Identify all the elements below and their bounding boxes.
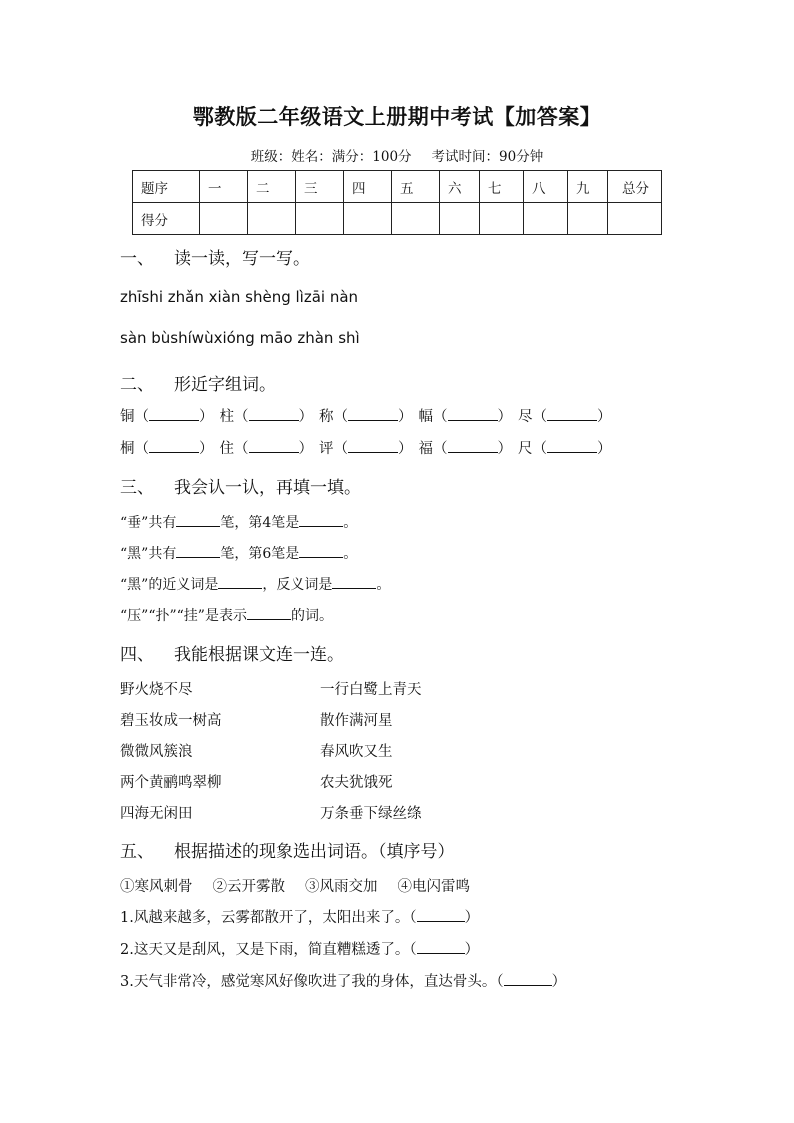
option-item: ③风雨交加 bbox=[305, 879, 378, 895]
char: 桐 bbox=[120, 441, 135, 457]
answer-blank[interactable] bbox=[504, 973, 552, 986]
word-group: 桐（ ） bbox=[120, 441, 214, 457]
section-number: 三、 bbox=[120, 478, 154, 498]
match-left-item[interactable]: 四海无闲田 bbox=[120, 806, 193, 822]
word-group: 评（ ） bbox=[319, 441, 413, 457]
section-number: 一、 bbox=[120, 249, 154, 269]
answer-blank[interactable] bbox=[547, 408, 597, 421]
score-table-score-row bbox=[133, 203, 662, 235]
word-group: 住（ ） bbox=[219, 441, 313, 457]
match-right-item[interactable]: 春风吹又生 bbox=[320, 744, 393, 760]
exam-info bbox=[0, 145, 794, 165]
answer-blank[interactable] bbox=[247, 607, 291, 620]
score-header-cell: 九 bbox=[568, 171, 608, 203]
answer-blank[interactable] bbox=[149, 440, 199, 453]
section-2-heading bbox=[120, 370, 276, 395]
score-row-label: 得分 bbox=[133, 203, 200, 235]
match-left-item[interactable]: 两个黄鹂鸣翠柳 bbox=[120, 775, 222, 791]
match-right-item[interactable]: 一行白鹭上青天 bbox=[320, 682, 422, 698]
section-3-heading bbox=[120, 473, 361, 498]
question-line: 2.这天又是刮风，又是下雨，简直糟糕透了。（ ） bbox=[120, 942, 480, 958]
score-header-cell: 八 bbox=[524, 171, 568, 203]
match-left-item[interactable]: 野火烧不尽 bbox=[120, 682, 193, 698]
answer-blank[interactable] bbox=[448, 440, 498, 453]
fill-line: “垂”共有 笔，第4笔是 。 bbox=[120, 515, 358, 531]
word-group: 柱（ ） bbox=[219, 409, 313, 425]
char: 福 bbox=[418, 441, 433, 457]
pinyin-line-2: sàn bùshíwùxióng māo zhàn shì bbox=[120, 329, 360, 347]
section-title: 我会认一认，再填一填。 bbox=[174, 478, 361, 498]
answer-blank[interactable] bbox=[332, 576, 376, 589]
answer-blank[interactable] bbox=[417, 909, 465, 922]
section-number: 二、 bbox=[120, 375, 154, 395]
section-5-heading bbox=[120, 837, 455, 862]
char: 称 bbox=[319, 409, 334, 425]
score-cell bbox=[608, 203, 662, 235]
exam-time: 考试时间：90分钟 bbox=[431, 149, 544, 165]
answer-blank[interactable] bbox=[448, 408, 498, 421]
fill-line: “黑”的近义词是 ，反义词是 。 bbox=[120, 577, 391, 593]
match-left-item[interactable]: 碧玉妆成一树高 bbox=[120, 713, 222, 729]
score-cell bbox=[524, 203, 568, 235]
score-header-cell: 七 bbox=[480, 171, 524, 203]
answer-blank[interactable] bbox=[348, 408, 398, 421]
section-title: 读一读，写一写。 bbox=[174, 249, 310, 269]
section-1-heading bbox=[120, 244, 310, 269]
option-list bbox=[120, 875, 490, 896]
pinyin-line-1: zhīshi zhǎn xiàn shèng lìzāi nàn bbox=[120, 288, 359, 306]
score-cell bbox=[344, 203, 392, 235]
section-title: 我能根据课文连一连。 bbox=[174, 645, 344, 665]
section-number: 四、 bbox=[120, 645, 154, 665]
answer-blank[interactable] bbox=[547, 440, 597, 453]
exam-info-fields: 班级：姓名：满分：100分 bbox=[250, 149, 412, 165]
score-cell bbox=[248, 203, 296, 235]
score-header-cell: 总分 bbox=[608, 171, 662, 203]
fill-line: “黑”共有 笔，第6笔是 。 bbox=[120, 546, 358, 562]
section-title: 根据描述的现象选出词语。（填序号） bbox=[174, 842, 455, 862]
answer-blank[interactable] bbox=[299, 545, 343, 558]
score-cell bbox=[480, 203, 524, 235]
option-item: ④电闪雷鸣 bbox=[397, 879, 470, 895]
page-title: 鄂教版二年级语文上册期中考试【加答案】 bbox=[192, 104, 602, 129]
match-right-item[interactable]: 万条垂下绿丝绦 bbox=[320, 806, 422, 822]
answer-blank[interactable] bbox=[176, 514, 220, 527]
answer-blank[interactable] bbox=[348, 440, 398, 453]
answer-blank[interactable] bbox=[249, 440, 299, 453]
score-table-header-row bbox=[133, 171, 662, 203]
word-group: 尺（ ） bbox=[518, 441, 612, 457]
score-cell bbox=[440, 203, 480, 235]
match-left-item[interactable]: 微微风簇浪 bbox=[120, 744, 193, 760]
score-cell bbox=[200, 203, 248, 235]
match-right-item[interactable]: 散作满河星 bbox=[320, 713, 393, 729]
score-cell bbox=[568, 203, 608, 235]
word-group: 铜（ ） bbox=[120, 409, 214, 425]
score-table bbox=[132, 170, 662, 235]
score-header-cell: 四 bbox=[344, 171, 392, 203]
similar-chars-row-2 bbox=[120, 437, 618, 458]
score-header-cell: 二 bbox=[248, 171, 296, 203]
fill-line: “压”“扑”“挂”是表示 的词。 bbox=[120, 608, 333, 624]
word-group: 幅（ ） bbox=[418, 409, 512, 425]
score-header-cell: 一 bbox=[200, 171, 248, 203]
char: 尽 bbox=[518, 409, 533, 425]
char: 住 bbox=[219, 441, 234, 457]
answer-blank[interactable] bbox=[249, 408, 299, 421]
char: 评 bbox=[319, 441, 334, 457]
section-title: 形近字组词。 bbox=[174, 375, 276, 395]
char: 铜 bbox=[120, 409, 135, 425]
score-header-cell: 五 bbox=[392, 171, 440, 203]
score-header-cell: 三 bbox=[296, 171, 344, 203]
question-line: 1.风越来越多，云雾都散开了，太阳出来了。（ ） bbox=[120, 910, 480, 926]
answer-blank[interactable] bbox=[218, 576, 262, 589]
similar-chars-row-1 bbox=[120, 405, 618, 426]
score-cell bbox=[392, 203, 440, 235]
word-group: 福（ ） bbox=[418, 441, 512, 457]
word-group: 称（ ） bbox=[319, 409, 413, 425]
char: 幅 bbox=[418, 409, 433, 425]
answer-blank[interactable] bbox=[149, 408, 199, 421]
word-group: 尽（ ） bbox=[518, 409, 612, 425]
answer-blank[interactable] bbox=[417, 941, 465, 954]
char: 尺 bbox=[518, 441, 533, 457]
section-number: 五、 bbox=[120, 842, 154, 862]
match-right-item[interactable]: 农夫犹饿死 bbox=[320, 775, 393, 791]
option-item: ②云开雾散 bbox=[212, 879, 285, 895]
answer-blank[interactable] bbox=[176, 545, 220, 558]
option-item: ①寒风刺骨 bbox=[120, 879, 193, 895]
score-header-cell: 题序 bbox=[133, 171, 200, 203]
section-4-heading bbox=[120, 640, 344, 665]
score-cell bbox=[296, 203, 344, 235]
score-header-cell: 六 bbox=[440, 171, 480, 203]
answer-blank[interactable] bbox=[299, 514, 343, 527]
question-line: 3.天气非常冷，感觉寒风好像吹进了我的身体，直达骨头。（ ） bbox=[120, 974, 567, 990]
char: 柱 bbox=[219, 409, 234, 425]
